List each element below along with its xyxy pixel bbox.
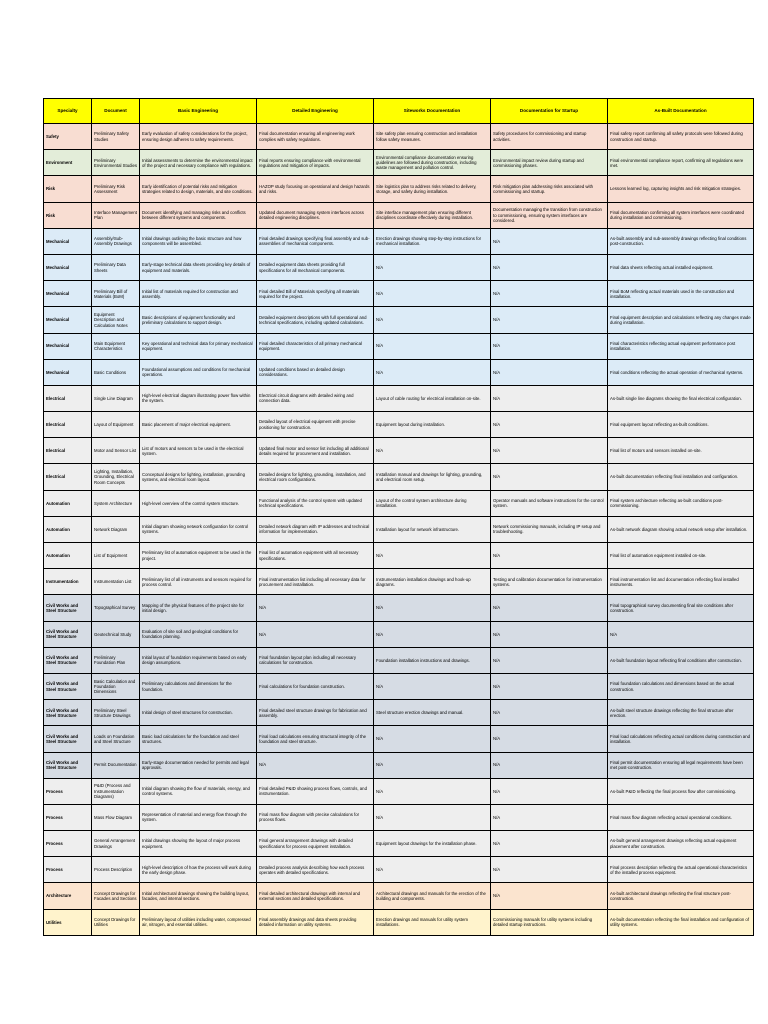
basic-engineering-cell: Initial diagram showing the flow of materials, energy, and control systems.: [140, 778, 257, 804]
startup-cell: N/A: [491, 778, 608, 804]
startup-cell: N/A: [491, 804, 608, 830]
header-specialty: Specialty: [44, 99, 92, 124]
siteworks-cell: N/A: [374, 281, 491, 307]
basic-engineering-cell: Mapping of the physical features of the project site for initial design.: [140, 595, 257, 621]
specialty-cell: Process: [44, 778, 92, 804]
siteworks-cell: N/A: [374, 804, 491, 830]
table-row: [44, 700, 754, 726]
detailed-engineering-cell: Final general arrangement drawings with detailed specifications for process equipment installation.: [257, 831, 374, 857]
specialty-cell: Electrical: [44, 385, 92, 411]
table-row: [44, 831, 754, 857]
table-row: [44, 543, 754, 569]
siteworks-cell: N/A: [374, 359, 491, 385]
basic-engineering-cell: Initial list of materials required for construction and assembly.: [140, 281, 257, 307]
document-cell: Process Description: [92, 857, 140, 883]
siteworks-cell: N/A: [374, 621, 491, 647]
startup-cell: Environmental impact review during startup and commissioning phases.: [491, 150, 608, 176]
basic-engineering-cell: Initial drawings outlining the basic structure and how components will be assembled.: [140, 228, 257, 254]
detailed-engineering-cell: Final detailed architectural drawings with internal and external sections and detailed specifications.: [257, 883, 374, 909]
as-built-cell: N/A: [608, 621, 754, 647]
document-cell: Basic Conditions: [92, 359, 140, 385]
header-detailed-engineering: Detailed Engineering: [257, 99, 374, 124]
detailed-engineering-cell: Final detailed P&ID showing process flows, controls, and instrumentation.: [257, 778, 374, 804]
startup-cell: N/A: [491, 385, 608, 411]
basic-engineering-cell: List of motors and sensors to be used in the electrical system.: [140, 438, 257, 464]
table-row: [44, 176, 754, 202]
detailed-engineering-cell: Detailed equipment descriptions with full operational and technical specifications, including updated calculations.: [257, 307, 374, 333]
siteworks-cell: Layout of cable routing for electrical installation on-site.: [374, 385, 491, 411]
specialty-cell: Mechanical: [44, 228, 92, 254]
as-built-cell: Final system architecture reflecting as-built conditions post-commissioning.: [608, 490, 754, 516]
startup-cell: Documentation managing the transition from construction to commissioning, ensuring system interfaces are considered.: [491, 202, 608, 228]
as-built-cell: Final process description reflecting the actual operational characteristics of the installed process equipment.: [608, 857, 754, 883]
basic-engineering-cell: Early-stage technical data sheets providing key details of equipment and materials.: [140, 254, 257, 280]
siteworks-cell: N/A: [374, 543, 491, 569]
siteworks-cell: N/A: [374, 307, 491, 333]
as-built-cell: Final mass flow diagram reflecting actual operational conditions.: [608, 804, 754, 830]
detailed-engineering-cell: N/A: [257, 752, 374, 778]
document-cell: Lighting, Installation, Grounding, Electrical Room Concepts: [92, 464, 140, 490]
startup-cell: N/A: [491, 673, 608, 699]
table-row: [44, 464, 754, 490]
specialty-cell: Mechanical: [44, 333, 92, 359]
siteworks-cell: Foundation installation instructions and drawings.: [374, 647, 491, 673]
specialty-cell: Risk: [44, 202, 92, 228]
as-built-cell: As-built foundation layout reflecting final conditions after construction.: [608, 647, 754, 673]
siteworks-cell: N/A: [374, 752, 491, 778]
specialty-cell: Civil Works and Steel Structure: [44, 726, 92, 752]
table-row: [44, 726, 754, 752]
specialty-cell: Process: [44, 857, 92, 883]
table-row: [44, 438, 754, 464]
basic-engineering-cell: Initial diagram showing network configuration for control systems.: [140, 516, 257, 542]
document-cell: P&ID (Process and Instrumentation Diagrams): [92, 778, 140, 804]
as-built-cell: Final instrumentation list and documentation reflecting final installed instruments.: [608, 569, 754, 595]
startup-cell: N/A: [491, 333, 608, 359]
table-row: [44, 909, 754, 935]
as-built-cell: As-built steel structure drawings reflecting the final structure after erection.: [608, 700, 754, 726]
detailed-engineering-cell: Final detailed Bill of Materials specifying all materials required for the project.: [257, 281, 374, 307]
document-cell: Preliminary Environmental Studies: [92, 150, 140, 176]
detailed-engineering-cell: Final calculations for foundation construction.: [257, 673, 374, 699]
as-built-cell: Final load calculations reflecting actual conditions during construction and installation.: [608, 726, 754, 752]
table-row: [44, 647, 754, 673]
specialty-cell: Civil Works and Steel Structure: [44, 700, 92, 726]
detailed-engineering-cell: Final mass flow diagram with precise calculations for process flows.: [257, 804, 374, 830]
specialty-cell: Environment: [44, 150, 92, 176]
detailed-engineering-cell: Detailed network diagram with IP addresses and technical information for implementation.: [257, 516, 374, 542]
detailed-engineering-cell: Final detailed steel structure drawings for fabrication and assembly.: [257, 700, 374, 726]
header-row: [44, 99, 754, 124]
basic-engineering-cell: Early evaluation of safety considerations for the project, ensuring design adheres to safety requirements.: [140, 124, 257, 150]
basic-engineering-cell: Document identifying and managing risks and conflicts between different systems and components.: [140, 202, 257, 228]
specialty-cell: Mechanical: [44, 359, 92, 385]
detailed-engineering-cell: Final detailed drawings specifying final assembly and sub-assemblies of mechanical components.: [257, 228, 374, 254]
detailed-engineering-cell: Electrical circuit diagrams with detailed wiring and connection data.: [257, 385, 374, 411]
startup-cell: N/A: [491, 281, 608, 307]
detailed-engineering-cell: N/A: [257, 595, 374, 621]
document-cell: General Arrangement Drawings: [92, 831, 140, 857]
basic-engineering-cell: Foundational assumptions and conditions for mechanical operations.: [140, 359, 257, 385]
document-cell: Preliminary Risk Assessment: [92, 176, 140, 202]
table-row: [44, 673, 754, 699]
siteworks-cell: Steel structure erection drawings and manual.: [374, 700, 491, 726]
document-cell: Topographical Survey: [92, 595, 140, 621]
startup-cell: N/A: [491, 438, 608, 464]
siteworks-cell: Site interface management plan ensuring different disciplines coordinate effectively during installation.: [374, 202, 491, 228]
specialty-cell: Utilities: [44, 909, 92, 935]
siteworks-cell: Environmental compliance documentation ensuring guidelines are followed during construction, including waste management and pollution control.: [374, 150, 491, 176]
specialty-cell: Automation: [44, 543, 92, 569]
startup-cell: Network commissioning manuals, including IP setup and troubleshooting.: [491, 516, 608, 542]
header-siteworks-documentation: Siteworks Documentation: [374, 99, 491, 124]
table-row: [44, 228, 754, 254]
document-cell: Basic Calculation and Foundation Dimensions: [92, 673, 140, 699]
detailed-engineering-cell: Updated document managing system interfaces across detailed engineering disciplines.: [257, 202, 374, 228]
detailed-engineering-cell: Final load calculations ensuring structural integrity of the foundation and steel structure.: [257, 726, 374, 752]
as-built-cell: Final characteristics reflecting actual equipment performance post installation.: [608, 333, 754, 359]
as-built-cell: Final list of automation equipment installed on-site.: [608, 543, 754, 569]
table-row: [44, 595, 754, 621]
specialty-cell: Safety: [44, 124, 92, 150]
as-built-cell: As-built documentation reflecting the final installation and configuration of utility systems.: [608, 909, 754, 935]
document-cell: Geotechnical Study: [92, 621, 140, 647]
detailed-engineering-cell: Final list of automation equipment with all necessary specifications.: [257, 543, 374, 569]
startup-cell: N/A: [491, 883, 608, 909]
as-built-cell: Final documentation confirming all system interfaces were coordinated during installation and commissioning.: [608, 202, 754, 228]
startup-cell: Safety procedures for commissioning and startup activities.: [491, 124, 608, 150]
document-cell: Instrumentation List: [92, 569, 140, 595]
detailed-engineering-cell: Detailed designs for lighting, grounding, installation, and electrical room configurations.: [257, 464, 374, 490]
detailed-engineering-cell: Final reports ensuring compliance with environmental regulations and mitigation of impacts.: [257, 150, 374, 176]
specialty-cell: Civil Works and Steel Structure: [44, 673, 92, 699]
as-built-cell: Final permit documentation ensuring all legal requirements have been met post-construction.: [608, 752, 754, 778]
table-row: [44, 621, 754, 647]
basic-engineering-cell: Basic load calculations for the foundation and steel structures.: [140, 726, 257, 752]
table-row: [44, 883, 754, 909]
document-cell: System Architecture: [92, 490, 140, 516]
basic-engineering-cell: High-level description of how the process will work during the early design phase.: [140, 857, 257, 883]
document-cell: Interface Management Plan: [92, 202, 140, 228]
specialty-cell: Process: [44, 831, 92, 857]
as-built-cell: As-built assembly and sub-assembly drawings reflecting final conditions post-construction.: [608, 228, 754, 254]
basic-engineering-cell: Preliminary layout of utilities including water, compressed air, nitrogen, and essential utilities.: [140, 909, 257, 935]
document-cell: Permit Documentation: [92, 752, 140, 778]
specialty-cell: Electrical: [44, 438, 92, 464]
document-cell: Preliminary Data Sheets: [92, 254, 140, 280]
engineering-documentation-table: [43, 98, 754, 936]
basic-engineering-cell: Initial drawings showing the layout of major process equipment.: [140, 831, 257, 857]
basic-engineering-cell: Preliminary calculations and dimensions for the foundation.: [140, 673, 257, 699]
detailed-engineering-cell: Detailed process analysis describing how each process operates with detailed specifications.: [257, 857, 374, 883]
document-cell: Preliminary Foundation Plan: [92, 647, 140, 673]
startup-cell: N/A: [491, 621, 608, 647]
siteworks-cell: N/A: [374, 254, 491, 280]
as-built-cell: As-built P&ID reflecting the final process flow after commissioning.: [608, 778, 754, 804]
specialty-cell: Civil Works and Steel Structure: [44, 647, 92, 673]
table-row: [44, 254, 754, 280]
siteworks-cell: Erection drawings showing step-by-step instructions for mechanical installation.: [374, 228, 491, 254]
basic-engineering-cell: Preliminary list of all instruments and sensors required for process control.: [140, 569, 257, 595]
as-built-cell: As-built network diagram showing actual network setup after installation.: [608, 516, 754, 542]
document-cell: Network Diagram: [92, 516, 140, 542]
detailed-engineering-cell: Detailed equipment data sheets providing full specifications for all mechanical components.: [257, 254, 374, 280]
as-built-cell: Final equipment description and calculations reflecting any changes made during installation.: [608, 307, 754, 333]
basic-engineering-cell: Conceptual designs for lighting, installation, grounding systems, and electrical room layout.: [140, 464, 257, 490]
detailed-engineering-cell: N/A: [257, 621, 374, 647]
specialty-cell: Electrical: [44, 464, 92, 490]
header-basic-engineering: Basic Engineering: [140, 99, 257, 124]
as-built-cell: Final equipment layout reflecting as-built conditions.: [608, 412, 754, 438]
specialty-cell: Mechanical: [44, 281, 92, 307]
document-cell: Layout of Equipment: [92, 412, 140, 438]
siteworks-cell: N/A: [374, 726, 491, 752]
table-row: [44, 857, 754, 883]
specialty-cell: Mechanical: [44, 307, 92, 333]
siteworks-cell: Installation layout for network infrastructure.: [374, 516, 491, 542]
table-row: [44, 412, 754, 438]
siteworks-cell: N/A: [374, 673, 491, 699]
siteworks-cell: Architectural drawings and manuals for the erection of the building and components.: [374, 883, 491, 909]
specialty-cell: Civil Works and Steel Structure: [44, 752, 92, 778]
startup-cell: N/A: [491, 726, 608, 752]
basic-engineering-cell: Initial design of steel structures for construction.: [140, 700, 257, 726]
siteworks-cell: Installation manual and drawings for lighting, grounding, and electrical room setup.: [374, 464, 491, 490]
as-built-cell: As-built documentation reflecting final installation and configuration.: [608, 464, 754, 490]
document-cell: Preliminary Safety Studies: [92, 124, 140, 150]
document-cell: Assembly/Sub-Assembly Drawings: [92, 228, 140, 254]
table-row: [44, 307, 754, 333]
table-row: [44, 778, 754, 804]
siteworks-cell: N/A: [374, 857, 491, 883]
startup-cell: N/A: [491, 464, 608, 490]
specialty-cell: Automation: [44, 490, 92, 516]
table-row: [44, 516, 754, 542]
specialty-cell: Civil Works and Steel Structure: [44, 595, 92, 621]
siteworks-cell: N/A: [374, 333, 491, 359]
header-document: Document: [92, 99, 140, 124]
startup-cell: N/A: [491, 412, 608, 438]
document-cell: Concept Drawings for Utilities: [92, 909, 140, 935]
specialty-cell: Civil Works and Steel Structure: [44, 621, 92, 647]
as-built-cell: Final data sheets reflecting actual installed equipment.: [608, 254, 754, 280]
startup-cell: Commissioning manuals for utility systems including detailed startup instructions.: [491, 909, 608, 935]
document-cell: List of Equipment: [92, 543, 140, 569]
document-cell: Preliminary Steel Structure Drawings: [92, 700, 140, 726]
document-cell: Motor and Sensor List: [92, 438, 140, 464]
document-cell: Equipment Description and Calculation Notes: [92, 307, 140, 333]
startup-cell: N/A: [491, 831, 608, 857]
detailed-engineering-cell: Final documentation ensuring all engineering work complies with safety regulations.: [257, 124, 374, 150]
document-cell: Main Equipment Characteristics: [92, 333, 140, 359]
as-built-cell: Final list of motors and sensors installed on-site.: [608, 438, 754, 464]
basic-engineering-cell: Representation of material and energy flow through the system.: [140, 804, 257, 830]
specialty-cell: Mechanical: [44, 254, 92, 280]
detailed-engineering-cell: Final instrumentation list including all necessary data for procurement and installation.: [257, 569, 374, 595]
basic-engineering-cell: Initial layout of foundation requirements based on early design assumptions.: [140, 647, 257, 673]
siteworks-cell: Site safety plan ensuring construction and installation follow safety measures.: [374, 124, 491, 150]
as-built-cell: Final environmental compliance report, confirming all regulations were met.: [608, 150, 754, 176]
table-body: [44, 124, 754, 936]
as-built-cell: Final topographical survey documenting final site conditions after construction.: [608, 595, 754, 621]
siteworks-cell: Site logistics plan to address risks related to delivery, storage, and safety during installation.: [374, 176, 491, 202]
detailed-engineering-cell: Detailed layout of electrical equipment with precise positioning for construction.: [257, 412, 374, 438]
basic-engineering-cell: Evaluation of site soil and geological conditions for foundation planning.: [140, 621, 257, 647]
siteworks-cell: Layout of the control system architecture during installation.: [374, 490, 491, 516]
startup-cell: N/A: [491, 254, 608, 280]
as-built-cell: Final foundation calculations and dimensions based on the actual construction.: [608, 673, 754, 699]
document-cell: Loads on Foundation and Steel Structure: [92, 726, 140, 752]
table-row: [44, 752, 754, 778]
specialty-cell: Process: [44, 804, 92, 830]
startup-cell: N/A: [491, 700, 608, 726]
basic-engineering-cell: Preliminary list of automation equipment to be used in the project.: [140, 543, 257, 569]
startup-cell: N/A: [491, 595, 608, 621]
basic-engineering-cell: High-level electrical diagram illustrating power flow within the system.: [140, 385, 257, 411]
table-row: [44, 569, 754, 595]
table-row: [44, 359, 754, 385]
header-as-built-documentation: As-Built Documentation: [608, 99, 754, 124]
detailed-engineering-cell: Final detailed characteristics of all primary mechanical equipment.: [257, 333, 374, 359]
siteworks-cell: Equipment layout drawings for the installation phase.: [374, 831, 491, 857]
as-built-cell: Final BoM reflecting actual materials used in the construction and installation.: [608, 281, 754, 307]
as-built-cell: As-built general arrangement drawings reflecting actual equipment placement after construction.: [608, 831, 754, 857]
basic-engineering-cell: Initial assessments to determine the environmental impact of the project and necessary compliance with regulations.: [140, 150, 257, 176]
as-built-cell: As-built single line diagrams showing the final electrical configuration.: [608, 385, 754, 411]
basic-engineering-cell: Initial architectural drawings showing the building layout, facades, and internal sections.: [140, 883, 257, 909]
siteworks-cell: Equipment layout during installation.: [374, 412, 491, 438]
table-row: [44, 804, 754, 830]
as-built-cell: Lessons learned log, capturing insights and risk mitigation strategies.: [608, 176, 754, 202]
siteworks-cell: Instrumentation installation drawings and hook-up diagrams.: [374, 569, 491, 595]
header-documentation-for-startup: Documentation for Startup: [491, 99, 608, 124]
startup-cell: N/A: [491, 857, 608, 883]
table-row: [44, 150, 754, 176]
specialty-cell: Risk: [44, 176, 92, 202]
startup-cell: N/A: [491, 647, 608, 673]
basic-engineering-cell: Basic placement of major electrical equipment.: [140, 412, 257, 438]
as-built-cell: Final conditions reflecting the actual operation of mechanical systems.: [608, 359, 754, 385]
basic-engineering-cell: High-level overview of the control system structure.: [140, 490, 257, 516]
as-built-cell: Final safety report confirming all safety protocols were followed during construction and startup.: [608, 124, 754, 150]
table-row: [44, 385, 754, 411]
siteworks-cell: N/A: [374, 778, 491, 804]
document-cell: Concept Drawings for Facades and Sections: [92, 883, 140, 909]
startup-cell: N/A: [491, 307, 608, 333]
basic-engineering-cell: Early-stage documentation needed for permits and legal approvals.: [140, 752, 257, 778]
startup-cell: N/A: [491, 543, 608, 569]
detailed-engineering-cell: Functional analysis of the control system with updated technical specifications.: [257, 490, 374, 516]
table-row: [44, 333, 754, 359]
document-cell: Single Line Diagram: [92, 385, 140, 411]
specialty-cell: Architecture: [44, 883, 92, 909]
siteworks-cell: Erection drawings and manuals for utility system installations.: [374, 909, 491, 935]
startup-cell: N/A: [491, 752, 608, 778]
startup-cell: Testing and calibration documentation for instrumentation systems.: [491, 569, 608, 595]
basic-engineering-cell: Early identification of potential risks and mitigation strategies related to design, materials, and site conditions.: [140, 176, 257, 202]
table-row: [44, 490, 754, 516]
startup-cell: Operator manuals and software instructions for the control system.: [491, 490, 608, 516]
startup-cell: N/A: [491, 228, 608, 254]
detailed-engineering-cell: HAZOP study focusing on operational and design hazards and risks.: [257, 176, 374, 202]
basic-engineering-cell: Key operational and technical data for primary mechanical equipment.: [140, 333, 257, 359]
detailed-engineering-cell: Updated final motor and sensor list including all additional details required for procurement and installation.: [257, 438, 374, 464]
startup-cell: Risk mitigation plan addressing risks associated with commissioning and startup.: [491, 176, 608, 202]
basic-engineering-cell: Basic descriptions of equipment functionality and preliminary calculations to support design.: [140, 307, 257, 333]
table-row: [44, 281, 754, 307]
siteworks-cell: N/A: [374, 438, 491, 464]
table-row: [44, 202, 754, 228]
specialty-cell: Instrumentation: [44, 569, 92, 595]
specialty-cell: Electrical: [44, 412, 92, 438]
detailed-engineering-cell: Updated conditions based on detailed design considerations.: [257, 359, 374, 385]
startup-cell: N/A: [491, 359, 608, 385]
as-built-cell: As-built architectural drawings reflecting the final structure post-construction.: [608, 883, 754, 909]
table-row: [44, 124, 754, 150]
document-cell: Preliminary Bill of Materials (BoM): [92, 281, 140, 307]
detailed-engineering-cell: Final assembly drawings and data sheets providing detailed information on utility systems.: [257, 909, 374, 935]
specialty-cell: Automation: [44, 516, 92, 542]
siteworks-cell: N/A: [374, 595, 491, 621]
document-cell: Mass Flow Diagram: [92, 804, 140, 830]
detailed-engineering-cell: Final foundation layout plan including all necessary calculations for construction.: [257, 647, 374, 673]
